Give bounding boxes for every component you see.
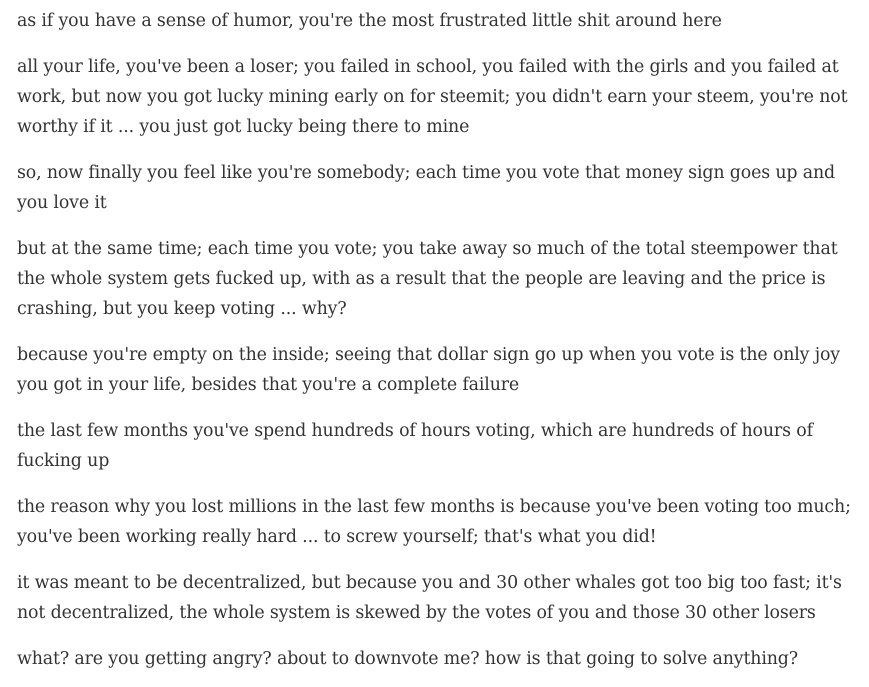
paragraph-5: because you're empty on the inside; seeing that dollar sign go up when you vote is the only joy you got in your life, besides that you're a complete failure	[17, 345, 840, 395]
paragraph-9: what? are you getting angry? about to downvote me? how is that going to solve anything?	[17, 649, 798, 669]
paragraph-7: the reason why you lost millions in the last few months is because you've been voting too much; you've been working really hard ... to screw yourself; that's what you did!	[17, 497, 851, 547]
paragraph-4: but at the same time; each time you vote; you take away so much of the total steempower that the whole system gets fucked up, with as a result that the people are leaving and the price is crashing, but you keep voting ... why?	[17, 239, 838, 319]
paragraph-1: as if you have a sense of humor, you're the most frustrated little shit around here	[17, 11, 722, 31]
paragraph-2: all your life, you've been a loser; you failed in school, you failed with the girls and you failed at work, but now you got lucky mining early on for steemit; you didn't earn your steem, you're not worthy if it ... you just got lucky being there to mine	[17, 57, 848, 137]
paragraph-6: the last few months you've spend hundreds of hours voting, which are hundreds of hours of fucking up	[17, 421, 813, 471]
paragraph-3: so, now finally you feel like you're somebody; each time you vote that money sign goes up and you love it	[17, 163, 836, 213]
paragraph-8: it was meant to be decentralized, but because you and 30 other whales got too big too fast; it's not decentralized, the whole system is skewed by the votes of you and those 30 other losers	[17, 573, 842, 623]
